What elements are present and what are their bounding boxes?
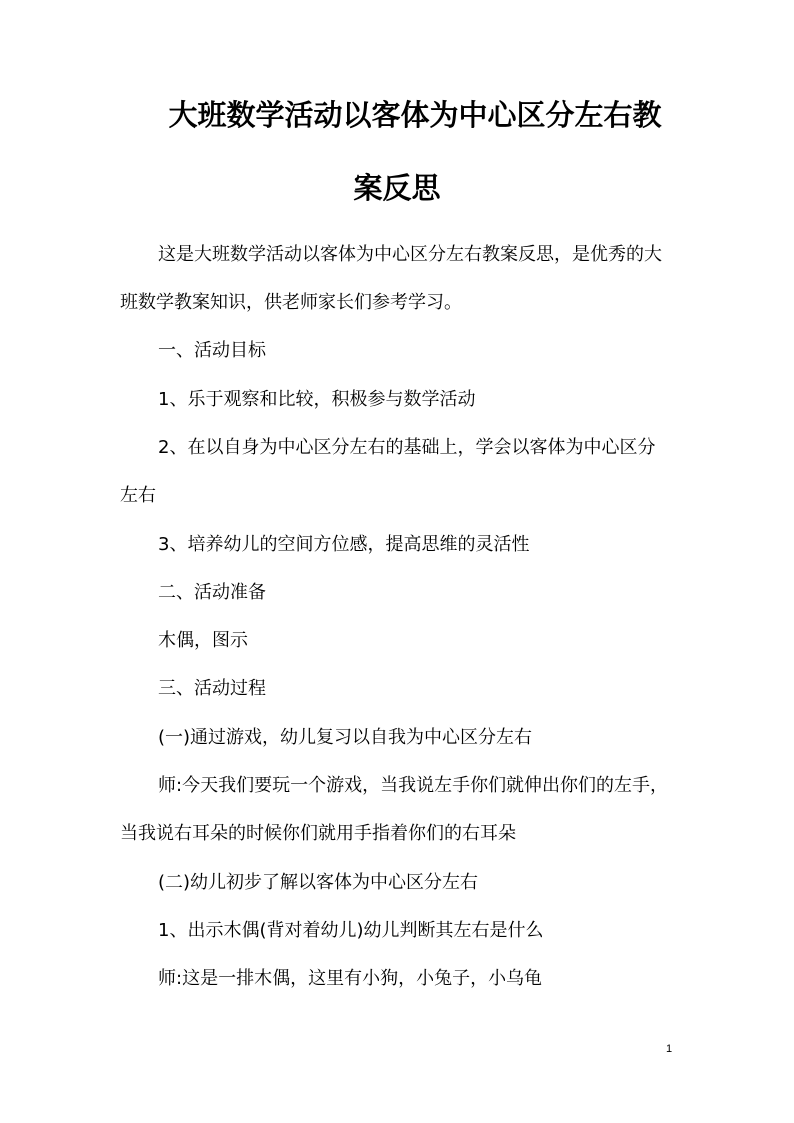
intro-paragraph-line-2: 班数学教案知识，供老师家长们参考学习。 bbox=[120, 292, 462, 313]
objective-item-3: 3、培养幼儿的空间方位感，提高思维的灵活性 bbox=[158, 534, 530, 555]
preparation-items: 木偶，图示 bbox=[158, 630, 248, 651]
process-step-2-item-1: 1、出示木偶(背对着幼儿)幼儿判断其左右是什么 bbox=[158, 920, 544, 941]
document-title-line-2: 案反思 bbox=[353, 171, 441, 205]
intro-paragraph-line-1: 这是大班数学活动以客体为中心区分左右教案反思，是优秀的大 bbox=[158, 244, 662, 265]
teacher-line-2: 师:这是一排木偶，这里有小狗，小兔子，小乌龟 bbox=[158, 968, 543, 989]
teacher-line-1-continued: 当我说右耳朵的时候你们就用手指着你们的右耳朵 bbox=[120, 823, 516, 844]
objective-item-1: 1、乐于观察和比较，积极参与数学活动 bbox=[158, 389, 476, 410]
objective-item-2-line-2: 左右 bbox=[120, 485, 156, 506]
objective-item-2-line-1: 2、在以自身为中心区分左右的基础上，学会以客体为中心区分 bbox=[158, 437, 656, 458]
process-step-2-heading: (二)幼儿初步了解以客体为中心区分左右 bbox=[158, 872, 479, 893]
teacher-line-1: 师:今天我们要玩一个游戏，当我说左手你们就伸出你们的左手， bbox=[158, 775, 669, 796]
section-heading-process: 三、活动过程 bbox=[158, 678, 266, 699]
section-heading-objectives: 一、活动目标 bbox=[158, 340, 266, 361]
process-step-1-heading: (一)通过游戏，幼儿复习以自我为中心区分左右 bbox=[158, 727, 533, 748]
section-heading-preparation: 二、活动准备 bbox=[158, 582, 266, 603]
document-title-line-1: 大班数学活动以客体为中心区分左右教 bbox=[168, 98, 662, 132]
page-number: 1 bbox=[666, 1043, 673, 1055]
